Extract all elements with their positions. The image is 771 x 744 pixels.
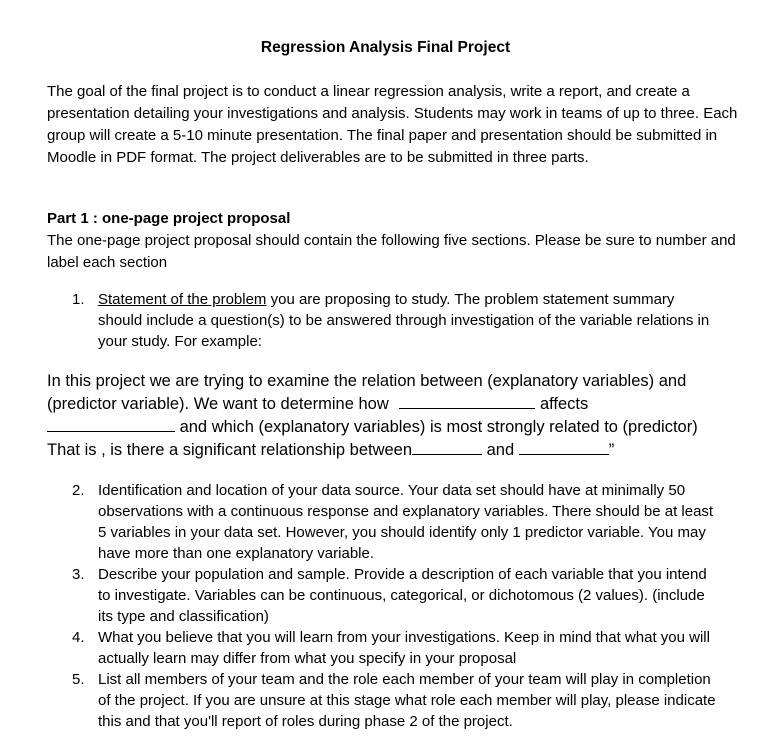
example-statement — [47, 370, 767, 462]
list-item-text: Identification and location of your data source. Your data set should have at minimally 50 observations with a continuous response and explanatory variables. There should be at least 5 variables in your data set. However, you should identify only 1 predictor variable. You may have more than one explanatory variable. — [98, 482, 714, 562]
list-number: 2. — [72, 482, 85, 499]
example-line-2 — [47, 393, 767, 416]
list-item-4 — [72, 627, 722, 669]
list-item-1-text: you are proposing to study. The problem statement summary should include a question(s) to be answered through investigation of the variable relations in your study. For example: — [98, 291, 710, 350]
list-item-2 — [72, 480, 722, 564]
list-item-5 — [72, 669, 722, 732]
example-line-4 — [47, 439, 767, 462]
example-line-4-start: That is , is there a significant relationship between — [47, 441, 413, 459]
list-number: 5. — [72, 671, 85, 688]
intro-paragraph: The goal of the final project is to conduct a linear regression analysis, write a report, and create a presentation detailing your investigations and analysis. Students may work in teams of up to three. Each group will create a 5-10 minute presentation. The final paper and presentation should be submitted in Moodle in PDF format. The project deliverables are to be submitted in three parts. — [47, 83, 738, 166]
example-line-3 — [47, 416, 767, 439]
fill-in-blank — [399, 393, 535, 409]
example-line-3-text: and which (explanatory variables) is most strongly related to (predictor) — [175, 418, 698, 436]
list-item-text — [98, 289, 722, 352]
statement-of-problem-label: Statement of the problem — [98, 291, 267, 308]
fill-in-blank — [47, 416, 175, 432]
list-item-text: List all members of your team and the role each member of your team will play in completion of the project. If you are unsure at this stage what role each member will play, please indicate this and that you'll report of roles during phase 2 of the project. — [98, 671, 716, 730]
example-line-1: In this project we are trying to examine the relation between (explanatory variables) and — [47, 372, 687, 390]
example-line-4-mid: and — [482, 441, 519, 459]
list-number: 1. — [72, 291, 85, 308]
fill-in-blank — [519, 439, 609, 455]
list-number: 4. — [72, 629, 85, 646]
example-line-4-end: ” — [608, 441, 615, 459]
list-item-1 — [72, 289, 722, 352]
document-title: Regression Analysis Final Project — [260, 39, 511, 56]
list-number: 3. — [72, 566, 85, 583]
list-item-text: What you believe that you will learn from your investigations. Keep in mind that what you will actually learn may differ from what you specify in your proposal — [98, 629, 710, 667]
part1-description: The one-page project proposal should contain the following five sections. Please be sure to number and label each section — [47, 232, 736, 271]
list-item-3 — [72, 564, 722, 627]
list-item-text: Describe your population and sample. Provide a description of each variable that you intend to investigate. Variables can be continuous, categorical, or dichotomous (2 values). (include its type and classification) — [98, 566, 707, 625]
example-line-2-end: affects — [535, 395, 589, 413]
example-line-2-start: (predictor variable). We want to determine how — [47, 395, 394, 413]
fill-in-blank — [412, 439, 482, 455]
part1-heading: Part 1 : one-page project proposal — [47, 210, 291, 227]
